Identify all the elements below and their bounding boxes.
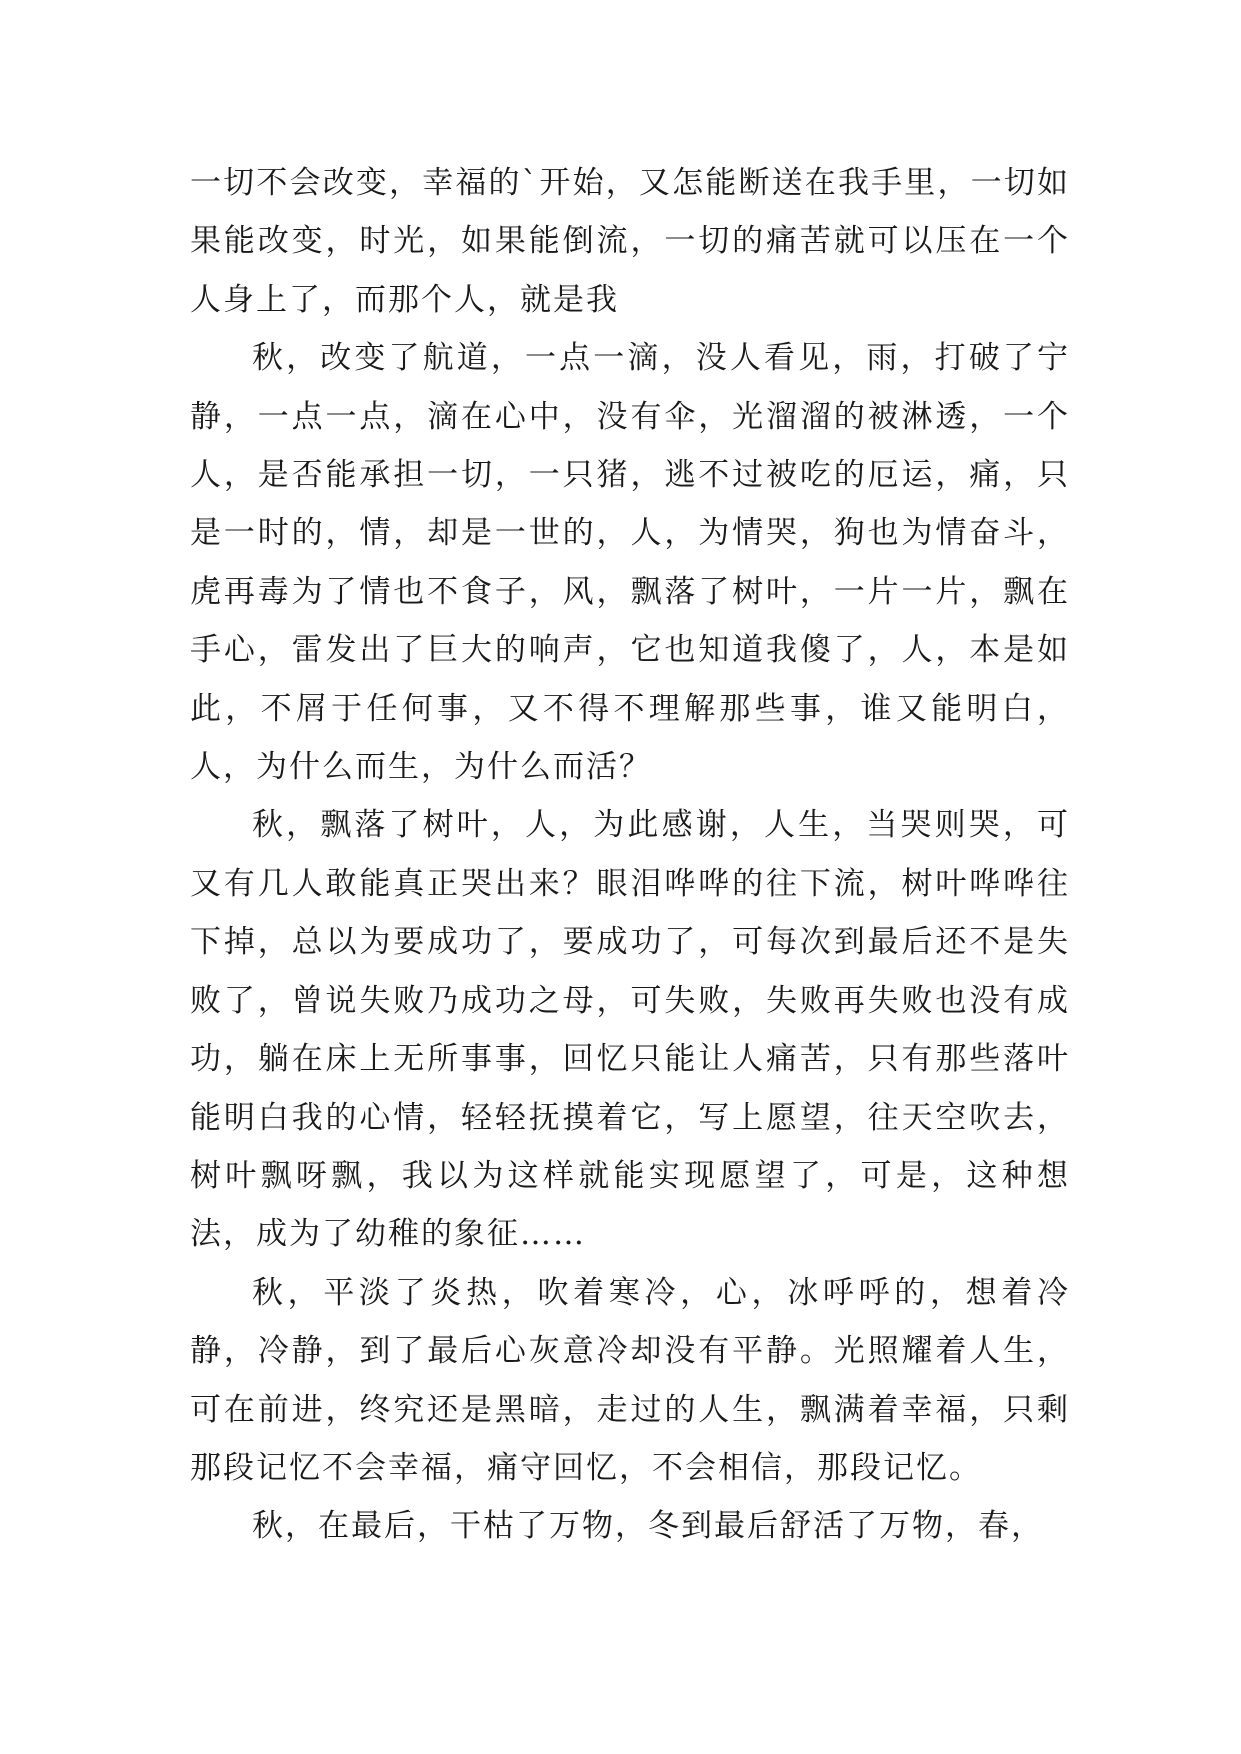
paragraph: 秋，飘落了树叶，人，为此感谢，人生，当哭则哭，可又有几人敢能真正哭出来？眼泪哗哗的往下流，树叶哗哗往下掉，总以为要成功了，要成功了，可每次到最后还不是失败了，曾说失败乃成功之母，可失败，失败再失败也没有成功，躺在床上无所事事，回忆只能让人痛苦，只有那些落叶能明白我的心情，轻轻抚摸着它，写上愿望，往天空吹去，树叶飘呀飘，我以为这样就能实现愿望了，可是，这种想法，成为了幼稚的象征…… — [190, 807, 1070, 1253]
paragraph: 秋，平淡了炎热，吹着寒冷，心，冰呼呼的，想着冷静，冷静，到了最后心灰意冷却没有平静。光照耀着人生，可在前进，终究还是黑暗，走过的人生，飘满着幸福，只剩那段记忆不会幸福，痛守回忆，不会相信，那段记忆。 — [190, 1274, 1070, 1486]
paragraph: 秋，改变了航道，一点一滴，没人看见，雨，打破了宁静，一点一点，滴在心中，没有伞，光溜溜的被淋透，一个人，是否能承担一切，一只猪，逃不过被吃的厄运，痛，只是一时的，情，却是一世的，人，为情哭，狗也为情奋斗，虎再毒为了情也不食子，风，飘落了树叶，一片一片，飘在手心，雷发出了巨大的响声，它也知道我傻了，人，本是如此，不屑于任何事，又不得不理解那些事，谁又能明白，人，为什么而生，为什么而活？ — [190, 340, 1070, 786]
body-text — [190, 154, 1070, 1556]
paragraph: 秋，在最后，干枯了万物，冬到最后舒活了万物，春， — [252, 1508, 1044, 1545]
paragraph-continued: 一切不会改变，幸福的`开始，又怎能断送在我手里，一切如果能改变，时光，如果能倒流，一切的痛苦就可以压在一个人身上了，而那个人，就是我 — [190, 165, 1070, 318]
